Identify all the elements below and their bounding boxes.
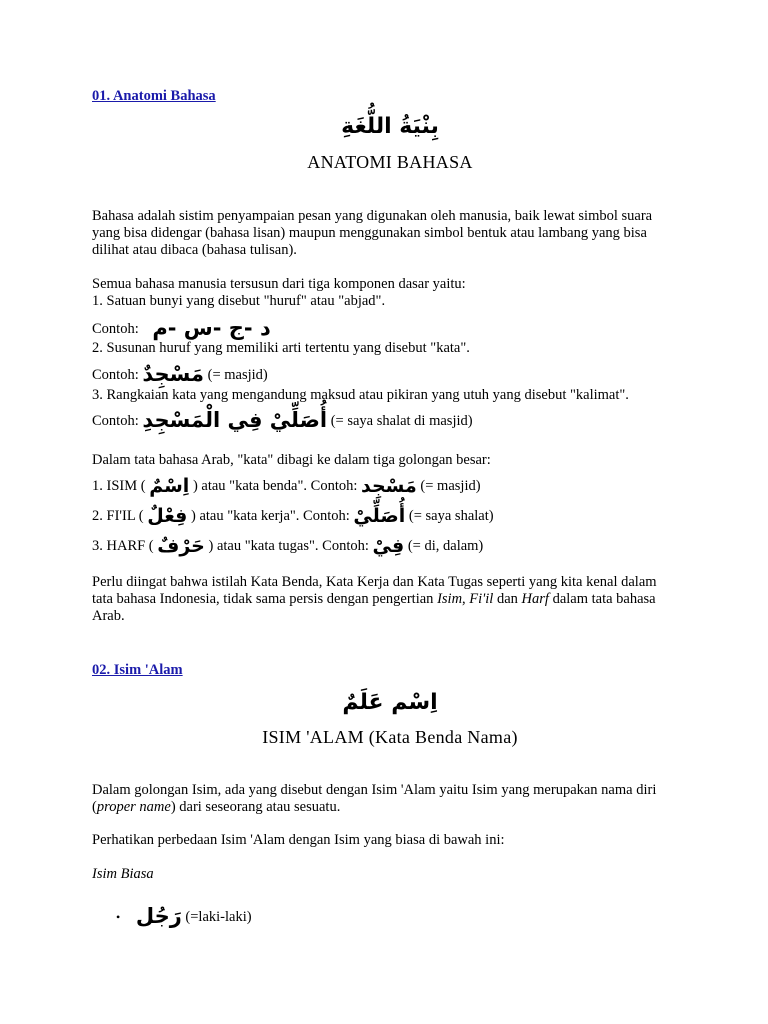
word-class-prefix: 2. FI'IL ( bbox=[92, 508, 144, 524]
word-class-example-arabic: مَسْجِد bbox=[361, 475, 417, 497]
list-item bbox=[116, 906, 252, 926]
example-label: Contoh: bbox=[92, 367, 139, 383]
paragraph-isim-alam-definition: Dalam golongan Isim, ada yang disebut dengan Isim 'Alam yaitu Isim yang merupakan nama diri (proper name) dari seseorang atau sesuatu. bbox=[92, 782, 657, 815]
subheading-isim-biasa: Isim Biasa bbox=[92, 866, 154, 882]
paragraph-note: Perlu diingat bahwa istilah Kata Benda, Kata Kerja dan Kata Tugas seperti yang kita kenal dalam tata bahasa Indonesia, tidak sama persis dengan pengertian Isim, Fi'il dan Harf dalam tata bahasa Arab. bbox=[92, 574, 657, 624]
example-arabic: مَسْجِدٌ bbox=[142, 362, 204, 386]
section-title-arabic: اِسْم عَلَمٌ bbox=[342, 690, 438, 715]
list-item-kalimat: 3. Rangkaian kata yang mengandung maksud atau pikiran yang utuh yang disebut "kalimat". bbox=[92, 387, 629, 403]
word-class-example-arabic: أُصَلِّيْ bbox=[353, 505, 406, 527]
example-label: Contoh: bbox=[92, 413, 139, 429]
bullet-icon: • bbox=[116, 910, 121, 924]
section-title-arabic: بِنْيَةُ اللُّغَةِ bbox=[341, 114, 439, 139]
example-row-kalimat bbox=[92, 410, 473, 430]
word-class-harf bbox=[92, 536, 483, 555]
example-label: Contoh: bbox=[92, 321, 139, 337]
list-item-kata: 2. Susunan huruf yang memiliki arti tertentu yang disebut "kata". bbox=[92, 340, 470, 356]
section-link-isim-alam[interactable]: 02. Isim 'Alam bbox=[92, 662, 183, 678]
word-class-prefix: 3. HARF ( bbox=[92, 538, 154, 554]
word-class-arabic: فِعْلٌ bbox=[147, 505, 188, 527]
example-note: (= masjid) bbox=[207, 367, 268, 383]
word-class-arabic: اِسْمٌ bbox=[149, 475, 190, 497]
word-class-example-note: (= masjid) bbox=[420, 478, 481, 494]
paragraph-word-classes-intro: Dalam tata bahasa Arab, "kata" dibagi ke dalam tiga golongan besar: bbox=[92, 452, 491, 468]
word-class-description: ) atau "kata tugas". Contoh: bbox=[208, 538, 369, 554]
example-row-kata bbox=[92, 364, 268, 384]
word-class-fiil bbox=[92, 506, 494, 525]
word-class-arabic: حَرْفٌ bbox=[157, 535, 205, 557]
section-title: ISIM 'ALAM (Kata Benda Nama) bbox=[262, 727, 518, 747]
example-arabic: أُصَلِّيْ فِي الْمَسْجِدِ bbox=[142, 408, 328, 432]
list-item-huruf: 1. Satuan bunyi yang disebut "huruf" atau "abjad". bbox=[92, 293, 386, 309]
example-arabic: د -ج -س -م bbox=[152, 316, 271, 340]
paragraph-comparison-intro: Perhatikan perbedaan Isim 'Alam dengan Isim yang biasa di bawah ini: bbox=[92, 832, 505, 848]
section-link-anatomi-bahasa[interactable]: 01. Anatomi Bahasa bbox=[92, 88, 216, 104]
list-item-note: (=laki-laki) bbox=[185, 909, 252, 925]
section-title: ANATOMI BAHASA bbox=[307, 152, 473, 172]
word-class-example-note: (= di, dalam) bbox=[407, 538, 484, 554]
paragraph-definition: Bahasa adalah sistim penyampaian pesan yang digunakan oleh manusia, baik lewat simbol suara yang bisa didengar (bahasa lisan) maupun menggunakan simbol bentuk atau lambang yang bisa dilihat atau dibaca (bahasa tulisan). bbox=[92, 208, 653, 258]
example-row-huruf bbox=[92, 318, 271, 338]
list-item-arabic: رَجُل bbox=[135, 904, 182, 928]
word-class-prefix: 1. ISIM ( bbox=[92, 478, 146, 494]
word-class-isim bbox=[92, 476, 481, 495]
paragraph-components-intro: Semua bahasa manusia tersusun dari tiga komponen dasar yaitu: bbox=[92, 276, 466, 292]
word-class-description: ) atau "kata kerja". Contoh: bbox=[190, 508, 350, 524]
word-class-example-arabic: فِيْ bbox=[372, 535, 405, 557]
word-class-example-note: (= saya shalat) bbox=[408, 508, 494, 524]
word-class-description: ) atau "kata benda". Contoh: bbox=[192, 478, 358, 494]
example-note: (= saya shalat di masjid) bbox=[330, 413, 473, 429]
